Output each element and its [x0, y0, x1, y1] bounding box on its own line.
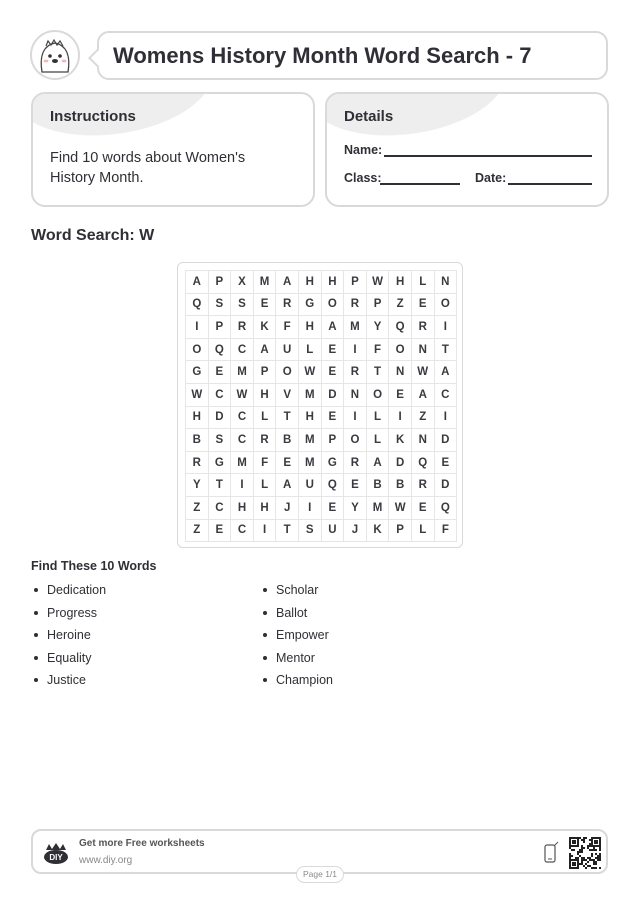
grid-cell[interactable]: G — [299, 294, 322, 317]
grid-cell[interactable]: E — [322, 407, 345, 430]
grid-cell[interactable]: B — [186, 429, 209, 452]
grid-cell[interactable]: U — [299, 474, 322, 497]
grid-cell[interactable]: A — [412, 384, 435, 407]
footer-cta: Get more Free worksheets — [79, 838, 205, 849]
grid-cell[interactable]: R — [344, 294, 367, 317]
grid-cell[interactable]: H — [254, 497, 277, 520]
grid-cell[interactable]: C — [209, 497, 232, 520]
grid-cell[interactable]: E — [389, 384, 412, 407]
grid-cell[interactable]: L — [254, 474, 277, 497]
grid-cell[interactable]: H — [299, 407, 322, 430]
grid-cell[interactable]: P — [389, 520, 412, 543]
grid-cell[interactable]: H — [389, 271, 412, 294]
grid-cell[interactable]: E — [412, 294, 435, 317]
grid-cell[interactable]: M — [299, 452, 322, 475]
grid-cell[interactable]: J — [344, 520, 367, 543]
grid-cell[interactable]: J — [276, 497, 299, 520]
details-heading: Details — [344, 108, 394, 125]
grid-cell[interactable]: K — [367, 520, 390, 543]
grid-cell[interactable]: G — [209, 452, 232, 475]
grid-cell[interactable]: A — [322, 316, 345, 339]
grid-cell[interactable]: L — [412, 271, 435, 294]
grid-cell[interactable]: A — [435, 361, 458, 384]
page-title: Womens History Month Word Search - 7 — [113, 43, 532, 68]
grid-cell[interactable]: P — [209, 271, 232, 294]
grid-cell[interactable]: C — [209, 384, 232, 407]
diy-logo-icon[interactable] — [43, 841, 69, 865]
grid-cell[interactable]: E — [435, 452, 458, 475]
grid-cell[interactable]: E — [209, 361, 232, 384]
grid-cell[interactable]: I — [299, 497, 322, 520]
grid-cell[interactable]: T — [276, 520, 299, 543]
name-label: Name: — [344, 143, 383, 157]
word-list-left — [31, 582, 231, 695]
qr-code-icon — [569, 837, 601, 869]
grid-cell[interactable]: D — [209, 407, 232, 430]
grid-cell[interactable]: H — [254, 384, 277, 407]
logo-text: DIY — [49, 853, 63, 862]
grid-cell[interactable]: W — [412, 361, 435, 384]
grid-cell[interactable]: O — [186, 339, 209, 362]
grid-cell[interactable]: W — [186, 384, 209, 407]
grid-cell[interactable]: N — [435, 271, 458, 294]
grid-cell[interactable]: T — [276, 407, 299, 430]
mascot-avatar — [30, 30, 80, 80]
grid-cell[interactable]: W — [367, 271, 390, 294]
word-list-title: Find These 10 Words — [31, 559, 157, 573]
grid-cell[interactable]: U — [322, 520, 345, 543]
grid-cell[interactable]: N — [389, 361, 412, 384]
grid-cell[interactable]: I — [389, 407, 412, 430]
grid-cell[interactable]: P — [209, 316, 232, 339]
word-list-item: Progress — [31, 605, 231, 628]
grid-cell[interactable]: W — [231, 384, 254, 407]
word-list-item: Ballot — [260, 605, 460, 628]
word-list-item: Champion — [260, 672, 460, 695]
grid-cell[interactable]: Z — [186, 497, 209, 520]
grid-cell[interactable]: T — [209, 474, 232, 497]
grid-cell[interactable]: E — [322, 497, 345, 520]
grid-cell[interactable]: E — [322, 361, 345, 384]
grid-cell[interactable]: L — [254, 407, 277, 430]
grid-cell[interactable]: R — [231, 316, 254, 339]
details-card — [325, 92, 609, 207]
grid-cell[interactable]: Q — [435, 497, 458, 520]
class-field[interactable] — [380, 183, 460, 185]
grid-cell[interactable]: F — [367, 339, 390, 362]
grid-cell[interactable]: N — [412, 429, 435, 452]
grid-cell[interactable]: S — [209, 429, 232, 452]
grid-cell[interactable]: D — [435, 429, 458, 452]
grid-cell[interactable]: T — [435, 339, 458, 362]
grid-cell[interactable]: F — [254, 452, 277, 475]
word-list-item: Heroine — [31, 627, 231, 650]
word-list-item: Empower — [260, 627, 460, 650]
word-list-item: Mentor — [260, 650, 460, 673]
grid-cell[interactable]: U — [276, 339, 299, 362]
grid-cell[interactable]: L — [412, 520, 435, 543]
name-field[interactable] — [384, 155, 592, 157]
word-list-item: Justice — [31, 672, 231, 695]
instructions-text: Find 10 words about Women's History Month. — [50, 150, 246, 186]
grid-cell[interactable]: P — [367, 294, 390, 317]
word-list-item: Scholar — [260, 582, 460, 605]
grid-cell[interactable]: A — [276, 271, 299, 294]
grid-cell[interactable]: H — [231, 497, 254, 520]
instructions-card — [31, 92, 315, 207]
grid-cell[interactable]: E — [209, 520, 232, 543]
grid-cell[interactable]: O — [435, 294, 458, 317]
grid-cell[interactable]: T — [367, 361, 390, 384]
grid-cell[interactable]: L — [367, 429, 390, 452]
grid-cell[interactable]: Q — [389, 316, 412, 339]
grid-cell[interactable]: N — [412, 339, 435, 362]
grid-cell[interactable]: G — [322, 452, 345, 475]
word-list-right — [260, 582, 460, 695]
grid-cell[interactable]: A — [276, 474, 299, 497]
grid-cell[interactable]: K — [389, 429, 412, 452]
grid-cell[interactable]: B — [389, 474, 412, 497]
word-search-grid — [177, 262, 463, 548]
grid-cell[interactable]: Z — [186, 520, 209, 543]
grid-cell[interactable]: R — [412, 474, 435, 497]
grid-cell[interactable]: R — [412, 316, 435, 339]
instructions-heading: Instructions — [50, 108, 136, 125]
grid-cell[interactable]: I — [231, 474, 254, 497]
grid-cell[interactable]: Q — [322, 474, 345, 497]
date-label: Date: — [475, 171, 507, 185]
grid-cell[interactable]: G — [186, 361, 209, 384]
grid-cell[interactable]: L — [299, 339, 322, 362]
grid-cell[interactable]: E — [254, 294, 277, 317]
grid-cell[interactable]: M — [299, 384, 322, 407]
grid-cell[interactable]: A — [186, 271, 209, 294]
grid-cell[interactable]: M — [344, 316, 367, 339]
footer-url[interactable]: www.diy.org — [79, 855, 133, 866]
grid-cell[interactable]: O — [344, 429, 367, 452]
grid-cell[interactable]: P — [322, 429, 345, 452]
grid-cell[interactable]: O — [322, 294, 345, 317]
grid-cell[interactable]: Y — [186, 474, 209, 497]
grid-cell[interactable]: P — [344, 271, 367, 294]
date-field[interactable] — [508, 183, 592, 185]
grid-cell[interactable]: R — [254, 429, 277, 452]
grid-cell[interactable]: F — [276, 316, 299, 339]
grid-cell[interactable]: Y — [344, 497, 367, 520]
grid-cell[interactable]: H — [186, 407, 209, 430]
page-indicator: Page 1/1 — [296, 866, 344, 883]
grid-cell[interactable]: R — [344, 452, 367, 475]
grid-cell[interactable]: I — [435, 316, 458, 339]
grid-cell[interactable]: V — [276, 384, 299, 407]
class-label: Class: — [344, 171, 382, 185]
grid-cell[interactable]: I — [344, 339, 367, 362]
grid-cell[interactable]: O — [367, 384, 390, 407]
title-box — [97, 31, 608, 80]
grid-cell[interactable]: Z — [412, 407, 435, 430]
grid-cell[interactable]: P — [254, 361, 277, 384]
grid-cell[interactable]: W — [299, 361, 322, 384]
grid-cell[interactable]: O — [276, 361, 299, 384]
grid-cell[interactable]: Q — [412, 452, 435, 475]
grid-cell[interactable]: H — [322, 271, 345, 294]
grid-cell[interactable]: C — [231, 339, 254, 362]
grid-cell[interactable]: C — [231, 520, 254, 543]
grid-cell[interactable]: X — [231, 271, 254, 294]
grid-cell[interactable]: E — [322, 339, 345, 362]
grid-cell[interactable]: Z — [389, 294, 412, 317]
grid-cell[interactable]: R — [186, 452, 209, 475]
grid-cell[interactable]: D — [435, 474, 458, 497]
grid-cell[interactable]: N — [344, 384, 367, 407]
grid-cell[interactable]: R — [344, 361, 367, 384]
letter-grid — [185, 270, 457, 542]
word-list-item: Dedication — [31, 582, 231, 605]
grid-cell[interactable]: C — [231, 429, 254, 452]
grid-cell[interactable]: C — [231, 407, 254, 430]
grid-cell[interactable]: B — [276, 429, 299, 452]
grid-cell[interactable]: S — [209, 294, 232, 317]
grid-cell[interactable]: S — [299, 520, 322, 543]
grid-cell[interactable]: H — [299, 271, 322, 294]
grid-cell[interactable]: A — [254, 339, 277, 362]
grid-cell[interactable]: B — [367, 474, 390, 497]
grid-cell[interactable]: C — [435, 384, 458, 407]
grid-cell[interactable]: M — [299, 429, 322, 452]
grid-cell[interactable]: F — [435, 520, 458, 543]
grid-cell[interactable]: M — [231, 361, 254, 384]
grid-cell[interactable]: I — [435, 407, 458, 430]
grid-cell[interactable]: D — [389, 452, 412, 475]
grid-cell[interactable]: I — [254, 520, 277, 543]
grid-cell[interactable]: M — [367, 497, 390, 520]
grid-cell[interactable]: H — [299, 316, 322, 339]
grid-cell[interactable]: E — [276, 452, 299, 475]
grid-cell[interactable]: I — [186, 316, 209, 339]
word-list-item: Equality — [31, 650, 231, 673]
grid-cell[interactable]: Y — [367, 316, 390, 339]
grid-cell[interactable]: S — [231, 294, 254, 317]
grid-cell[interactable]: W — [389, 497, 412, 520]
grid-cell[interactable]: D — [322, 384, 345, 407]
grid-cell[interactable]: L — [367, 407, 390, 430]
phone-icon — [543, 841, 559, 865]
grid-cell[interactable]: M — [254, 271, 277, 294]
grid-cell[interactable]: E — [344, 474, 367, 497]
grid-cell[interactable]: O — [389, 339, 412, 362]
grid-cell[interactable]: I — [344, 407, 367, 430]
grid-cell[interactable]: Q — [209, 339, 232, 362]
grid-cell[interactable]: K — [254, 316, 277, 339]
grid-cell[interactable]: A — [367, 452, 390, 475]
grid-cell[interactable]: Q — [186, 294, 209, 317]
grid-cell[interactable]: M — [231, 452, 254, 475]
grid-cell[interactable]: E — [412, 497, 435, 520]
grid-cell[interactable]: R — [276, 294, 299, 317]
puzzle-title: Word Search: W — [31, 227, 155, 244]
